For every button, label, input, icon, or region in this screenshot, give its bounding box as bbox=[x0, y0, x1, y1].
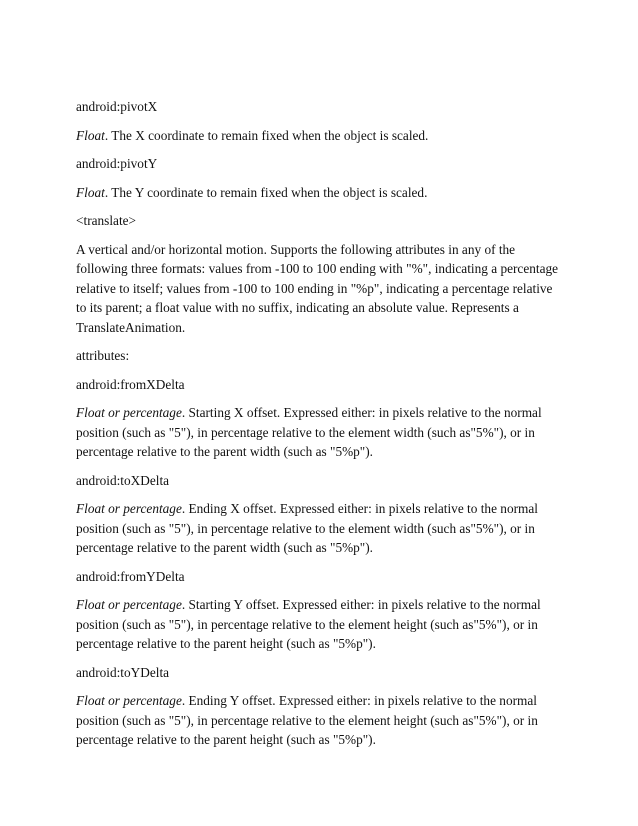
description-text: . Ending Y offset. Expressed either: in pixels relative to the normal position (such as "5"), in percentage relative to the element height (such as"5%"), or in percentage relative to the parent height (such as "5%p"). bbox=[76, 693, 538, 747]
translate-description: A vertical and/or horizontal motion. Supports the following attributes in any of the following three formats: values from -100 to 100 ending with "%", indicating a percentage relative to itself; values from -100 to 100 ending in "%p", indicating a percentage relative to its parent; a float value with no suffix, indicating an absolute value. Represents a TranslateAnimation. bbox=[76, 241, 559, 335]
attributes-heading: attributes: bbox=[76, 348, 130, 363]
type-label: Float bbox=[76, 127, 105, 143]
description-text: . Starting Y offset. Expressed either: in pixels relative to the normal position (such as "5"), in percentage relative to the element height (such as"5%"), or in percentage relative to the parent height (such as "5%p"). bbox=[76, 597, 541, 651]
attribute-name-toxdelta: android:toXDelta bbox=[76, 472, 170, 488]
attribute-name-pivoty: android:pivotY bbox=[76, 156, 158, 171]
attribute-description-toxdelta bbox=[76, 499, 566, 558]
attribute-description-pivoty bbox=[76, 183, 566, 203]
description-text: . The Y coordinate to remain fixed when the object is scaled. bbox=[104, 184, 428, 200]
attribute-name-fromydelta: android:fromYDelta bbox=[76, 568, 185, 584]
type-label: Float bbox=[76, 184, 105, 200]
type-label: Float or percentage bbox=[76, 597, 182, 612]
description-text: . Ending X offset. Expressed either: in pixels relative to the normal position (such as "5"), in percentage relative to the element width (such as"5%"), or in percentage relative to the parent width (such as "5%p"). bbox=[76, 501, 538, 555]
attribute-name-fromxdelta: android:fromXDelta bbox=[76, 376, 185, 392]
type-label: Float or percentage bbox=[76, 693, 182, 708]
attribute-description-toydelta bbox=[76, 691, 566, 750]
attribute-description-fromydelta bbox=[76, 595, 566, 654]
attribute-description-pivotx bbox=[76, 126, 566, 146]
attribute-name-toydelta: android:toYDelta bbox=[76, 664, 170, 680]
description-text: . The X coordinate to remain fixed when the object is scaled. bbox=[104, 127, 429, 143]
element-heading-translate: <translate> bbox=[76, 213, 137, 228]
attribute-name-pivotx: android:pivotX bbox=[76, 99, 158, 114]
type-label: Float or percentage bbox=[76, 501, 182, 516]
description-text: . Starting X offset. Expressed either: in pixels relative to the normal position (such as "5"), in percentage relative to the element width (such as"5%"), or in percentage relative to the parent width (such as "5%p"). bbox=[76, 405, 542, 459]
attribute-description-fromxdelta bbox=[76, 403, 566, 462]
document-page bbox=[76, 97, 566, 759]
type-label: Float or percentage bbox=[76, 405, 182, 420]
